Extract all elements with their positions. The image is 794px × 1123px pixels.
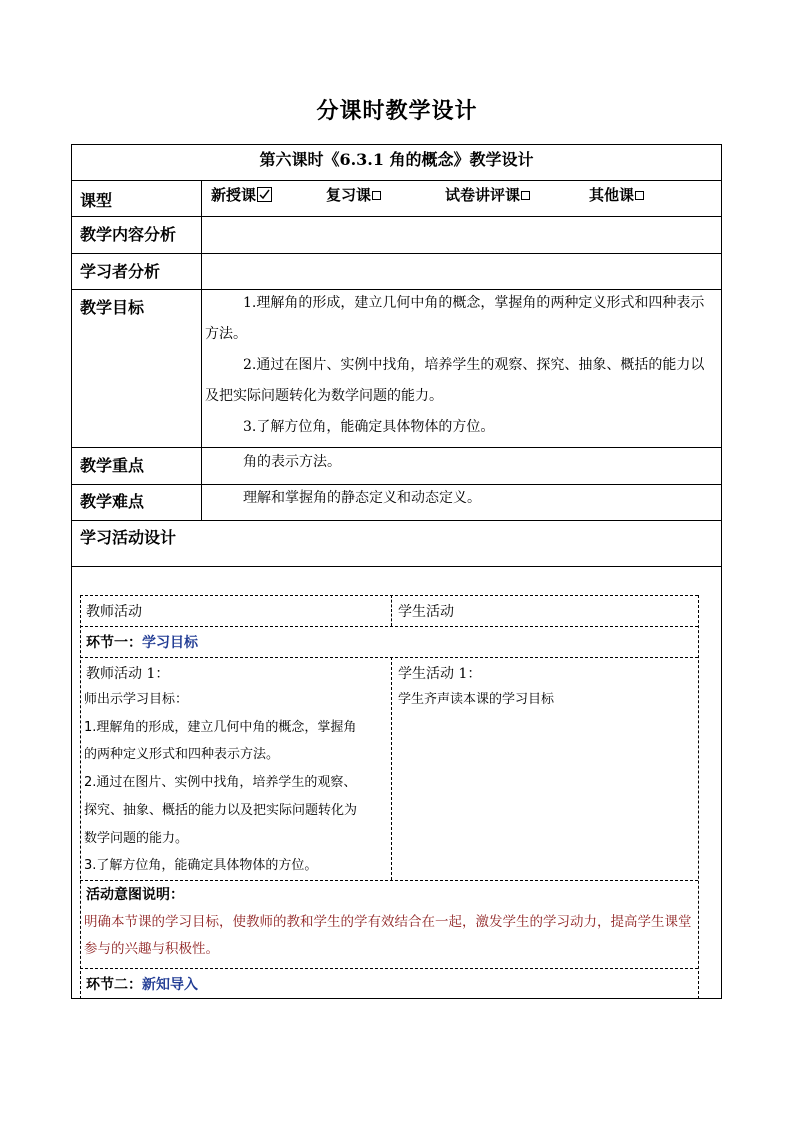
dashed-divider (80, 595, 81, 999)
dashed-divider (80, 626, 698, 627)
document-title: 分课时教学设计 (316, 98, 478, 124)
objective-item: 2.通过在图片、实例中找角，培养学生的观察、探究、抽象、概括的能力以及把实际问题转化为数学问题的能力。 (205, 357, 705, 404)
unchecked-box-icon[interactable] (635, 191, 644, 200)
text-line: 3.了解方位角，能确定具体物体的方位。 (84, 858, 318, 874)
step-label: 环节二： (86, 977, 142, 993)
unchecked-box-icon[interactable] (372, 191, 381, 200)
text-line: 1.理解角的形成，建立几何中角的概念，掌握角 (84, 719, 357, 735)
key-point-text: 角的表示方法。 (243, 454, 341, 470)
checked-box-icon[interactable] (257, 187, 272, 202)
step-name: 新知导入 (142, 977, 198, 993)
course-type-label: 课型 (80, 191, 113, 210)
text-line: 的两种定义形式和四种表示方法。 (84, 747, 280, 763)
dashed-divider (80, 880, 698, 881)
student-activity1-title: 学生活动 1： (398, 666, 482, 682)
student-activity1-content (398, 686, 554, 714)
option-label: 复习课 (326, 186, 372, 204)
row-divider (72, 180, 721, 181)
difficulty-label: 教学难点 (80, 492, 145, 511)
objectives-label: 教学目标 (80, 298, 145, 317)
option-label: 其他课 (589, 186, 635, 204)
row-divider (72, 253, 721, 254)
step2-heading (86, 974, 198, 994)
option-label: 试卷讲评课 (445, 186, 521, 204)
option-other-lesson[interactable] (589, 184, 644, 205)
row-divider (72, 216, 721, 217)
option-exam-review[interactable] (445, 184, 530, 205)
difficulty-content (205, 483, 717, 514)
dashed-divider (391, 657, 392, 880)
student-activity-header: 学生活动 (398, 604, 454, 620)
activity-design-label: 学习活动设计 (80, 528, 177, 547)
dashed-divider (391, 595, 392, 626)
activity-table (80, 595, 698, 999)
dashed-divider (80, 968, 698, 969)
dashed-divider (80, 657, 698, 658)
option-review-lesson[interactable] (326, 184, 381, 205)
text-line: 师出示学习目标： (84, 692, 189, 707)
lesson-title: 第六课时《6.3.1 角的概念》教学设计 (259, 150, 534, 169)
objectives-content (205, 288, 717, 443)
teacher-activity1-title: 教师活动 1： (86, 666, 170, 682)
objective-item: 3.了解方位角，能确定具体物体的方位。 (243, 419, 495, 435)
learner-analysis-label: 学习者分析 (80, 262, 161, 281)
text-line: 探究、抽象、概括的能力以及把实际问题转化为 (84, 802, 358, 818)
row-divider (72, 566, 721, 567)
step-name: 学习目标 (142, 635, 198, 651)
option-label: 新授课 (211, 186, 257, 204)
unchecked-box-icon[interactable] (521, 191, 530, 200)
row-divider (72, 520, 721, 521)
content-analysis-label: 教学内容分析 (80, 225, 177, 244)
teacher-activity1-content (84, 686, 357, 880)
difficulty-text: 理解和掌握角的静态定义和动态定义。 (243, 490, 481, 506)
step1-heading (86, 632, 198, 652)
dashed-divider (698, 595, 699, 999)
column-divider (201, 216, 202, 520)
text-line: 学生齐声读本课的学习目标 (398, 692, 555, 707)
text-line: 2.通过在图片、实例中找角，培养学生的观察、 (84, 775, 357, 791)
text-line: 数学问题的能力。 (84, 830, 189, 846)
intent-text: 明确本节课的学习目标，使教师的教和学生的学有效结合在一起，激发学生的学习动力，提高学生课堂参与的兴趣与积极性。 (84, 914, 692, 957)
dashed-divider (80, 595, 698, 596)
teacher-activity-header: 教师活动 (86, 604, 142, 620)
objective-item: 1.理解角的形成，建立几何中角的概念，掌握角的两种定义形式和四种表示方法。 (205, 295, 705, 342)
option-new-lesson[interactable] (211, 184, 272, 205)
column-divider (201, 180, 202, 216)
intent-title: 活动意图说明： (86, 887, 184, 903)
lesson-design-table (71, 144, 722, 999)
key-point-content (205, 447, 717, 478)
step-label: 环节一： (86, 635, 142, 651)
key-point-label: 教学重点 (80, 456, 145, 475)
